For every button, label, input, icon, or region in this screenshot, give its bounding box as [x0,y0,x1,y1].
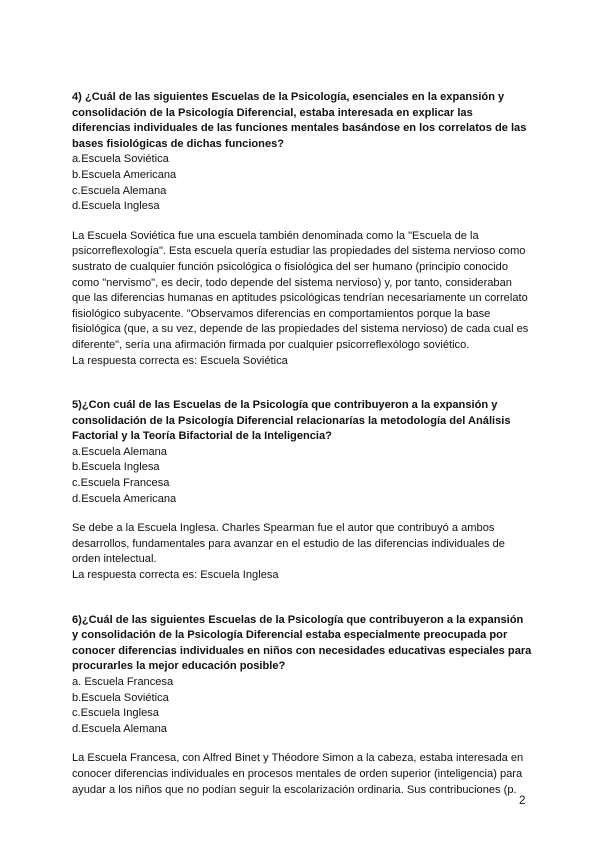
question-block-5 [72,398,532,584]
option-d: d.Escuela Alemana [72,722,167,735]
page-number: 2 [519,795,526,807]
explanation-text: Se debe a la Escuela Inglesa. Charles Spearman fue el autor que contribuyó a ambos desarrollos, fundamentales para avanzar en el estudio de las diferencias individuales de orden intelectual. [72,522,505,566]
question-text: 4) ¿Cuál de las siguientes Escuelas de la Psicología, esenciales en la expansión y consolidación de la Psicología Diferencial, estaba interesada en explicar las diferencias individuales de las funciones mentales basándose en los correlatos de las bases fisiológicas de dichas funciones? [72,91,527,150]
correct-answer: La respuesta correcta es: Escuela Inglesa [72,569,279,582]
document-page [72,90,532,798]
option-c: c.Escuela Alemana [72,184,167,197]
option-a: a.Escuela Soviética [72,153,169,166]
option-a: a.Escuela Alemana [72,445,167,458]
correct-answer: La respuesta correcta es: Escuela Soviética [72,354,288,367]
option-c: c.Escuela Francesa [72,477,170,490]
question-text: 5)¿Con cuál de las Escuelas de la Psicología que contribuyeron a la expansión y consolidación de la Psicología Diferencial relacionarías la metodología del Análisis Factorial y la Teoría Bifactorial de la Inteligencia? [72,399,511,443]
question-block-6 [72,613,532,799]
option-a: a. Escuela Francesa [72,676,174,688]
question-text: 6)¿Cuál de las siguientes Escuelas de la Psicología que contribuyeron a la expansión y consolidación de la Psicología Diferencial estaba especialmente preocupada por conocer diferencias individuales en niños con necesidades educativas especiales para procurarles la mejor educación posible? [72,613,532,673]
option-b: b.Escuela Inglesa [72,461,160,474]
option-c: c.Escuela Inglesa [72,707,159,720]
option-b: b.Escuela Soviética [72,691,169,704]
option-d: d.Escuela Americana [72,492,177,505]
question-block-4 [72,90,532,369]
option-b: b.Escuela Americana [72,168,177,181]
explanation-text: La Escuela Francesa, con Alfred Binet y Théodore Simon a la cabeza, estaba interesada en conocer diferencias individuales en procesos mentales de orden superior (inteligencia) para ayudar a los niños que no podían seguir la escolarización ordinaria. Sus contribuciones (p. [72,752,524,796]
option-d: d.Escuela Inglesa [72,200,160,213]
explanation-text: La Escuela Soviética fue una escuela también denominada como la "Escuela de la psicorreflexología". Esta escuela quería estudiar las propiedades del sistema nervioso como sustrato de cualquier función psicológica o fisiológica del ser humano (principio conocido como "nervismo", es decir, todo depende del sistema nervioso) y, por tanto, consideraban que las diferencias humanas en aptitudes psicológicas tendrían necesariamente un correlato fisiológico subyacente. "Observamos diferencias en comportamientos porque la base fisiológica (que, a su vez, depende de las propiedades del sistema nervioso) de cada cual es diferente", sería una afirmación firmada por cualquier psicorreflexólogo soviético. [72,229,529,351]
